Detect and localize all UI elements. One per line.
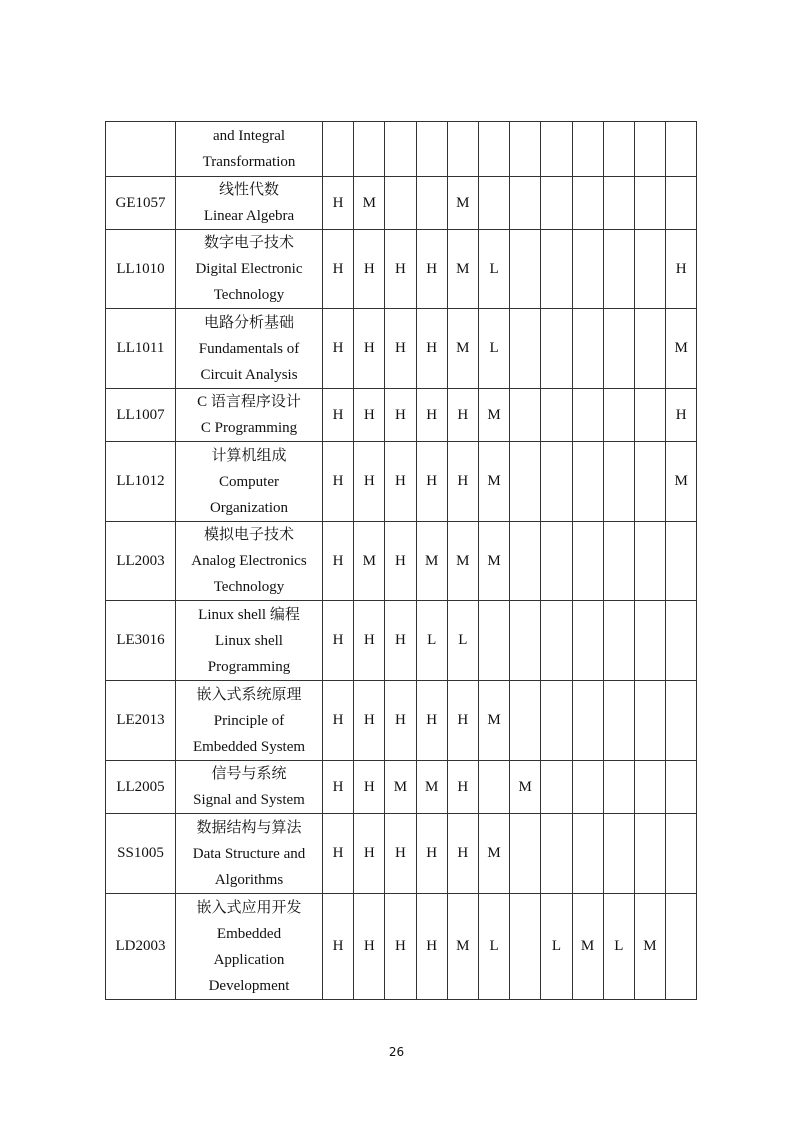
support-level-cell [572, 601, 603, 681]
support-level-cell [385, 177, 416, 230]
support-level-cell [634, 389, 665, 442]
course-name-line: 电路分析基础 [203, 314, 294, 331]
support-level-cell: H [354, 389, 385, 442]
support-level-cell: H [385, 522, 416, 601]
course-name-line: Computer [219, 473, 279, 490]
support-level-cell: H [666, 230, 697, 309]
course-name-line: Programming [207, 658, 291, 675]
support-level-cell [572, 681, 603, 761]
support-level-cell [510, 442, 541, 522]
support-level-cell [603, 177, 634, 230]
course-name-line: Embedded [216, 925, 282, 942]
support-level-cell: M [478, 814, 509, 894]
support-level-cell [666, 522, 697, 601]
support-level-cell [541, 309, 572, 389]
support-level-cell: H [323, 681, 354, 761]
support-level-cell: L [478, 309, 509, 389]
support-level-cell: H [385, 894, 416, 1000]
support-level-cell: H [354, 230, 385, 309]
support-level-cell [666, 177, 697, 230]
course-name-line: Linux shell [215, 632, 283, 649]
support-level-cell: H [447, 389, 478, 442]
support-level-cell [510, 522, 541, 601]
support-level-cell [666, 894, 697, 1000]
support-level-cell [634, 309, 665, 389]
course-name-line: and Integral [212, 128, 286, 144]
support-level-cell [603, 814, 634, 894]
support-level-cell: L [478, 230, 509, 309]
support-level-cell: H [354, 894, 385, 1000]
support-level-cell [666, 122, 697, 177]
support-level-cell [572, 122, 603, 177]
support-level-cell: H [323, 894, 354, 1000]
support-level-cell [510, 601, 541, 681]
support-level-cell [572, 230, 603, 309]
support-level-cell [634, 522, 665, 601]
support-level-cell: H [323, 601, 354, 681]
course-name-line: Embedded System [192, 738, 306, 755]
course-name-line: Digital Electronic [195, 261, 303, 277]
support-level-cell [666, 761, 697, 814]
support-level-cell: M [478, 442, 509, 522]
support-level-cell: H [416, 681, 447, 761]
course-code: LE2013 [106, 681, 176, 761]
support-level-cell [541, 389, 572, 442]
course-name-line: C 语言程序设计 [197, 394, 301, 410]
support-level-cell: L [603, 894, 634, 1000]
support-level-cell [572, 761, 603, 814]
table-row [106, 230, 697, 309]
support-level-cell [634, 814, 665, 894]
support-level-cell: H [354, 814, 385, 894]
course-code: LL1010 [106, 230, 176, 309]
support-level-cell: H [447, 761, 478, 814]
support-level-cell [603, 122, 634, 177]
support-level-cell [541, 601, 572, 681]
support-level-cell: M [416, 522, 447, 601]
support-level-cell [572, 389, 603, 442]
support-level-cell: M [447, 230, 478, 309]
course-name [176, 814, 323, 894]
course-name-line: 计算机组成 [211, 447, 287, 464]
support-level-cell [510, 894, 541, 1000]
course-name-line: Signal and System [193, 792, 305, 808]
support-level-cell: H [323, 522, 354, 601]
course-name-line: Technology [213, 287, 285, 303]
support-level-cell [634, 681, 665, 761]
support-level-cell: H [385, 814, 416, 894]
course-name [176, 389, 323, 442]
course-name [176, 309, 323, 389]
support-level-cell [666, 681, 697, 761]
support-level-cell [572, 522, 603, 601]
support-level-cell: H [323, 442, 354, 522]
support-level-cell [510, 122, 541, 177]
course-name-line: 信号与系统 [211, 766, 287, 782]
support-level-cell [510, 230, 541, 309]
course-code: LL1011 [106, 309, 176, 389]
support-level-cell [634, 122, 665, 177]
support-level-cell: H [354, 681, 385, 761]
support-level-cell [603, 601, 634, 681]
support-level-cell: L [447, 601, 478, 681]
support-level-cell: M [447, 177, 478, 230]
support-level-cell [603, 309, 634, 389]
support-level-cell: L [541, 894, 572, 1000]
course-code: LL2005 [106, 761, 176, 814]
support-level-cell: L [416, 601, 447, 681]
course-name-line: Application [213, 951, 285, 968]
support-level-cell: H [447, 681, 478, 761]
table-row [106, 122, 697, 177]
table-row [106, 894, 697, 1000]
support-level-cell [541, 681, 572, 761]
support-level-cell: H [354, 309, 385, 389]
support-level-cell [572, 309, 603, 389]
support-level-cell: H [354, 442, 385, 522]
support-level-cell: M [572, 894, 603, 1000]
support-level-cell [634, 761, 665, 814]
table-row [106, 522, 697, 601]
support-level-cell: M [666, 442, 697, 522]
support-level-cell: H [416, 389, 447, 442]
support-level-cell: M [447, 894, 478, 1000]
support-level-cell [634, 442, 665, 522]
support-level-cell [572, 177, 603, 230]
support-level-cell [541, 522, 572, 601]
page-number: 26 [388, 1045, 405, 1059]
support-level-cell: H [323, 309, 354, 389]
course-name-line: 数据结构与算法 [196, 819, 302, 836]
support-level-cell: H [385, 442, 416, 522]
support-level-cell: M [478, 389, 509, 442]
support-level-cell: H [354, 601, 385, 681]
support-level-cell: H [323, 761, 354, 814]
support-level-cell [510, 681, 541, 761]
course-name [176, 761, 323, 814]
table-row [106, 177, 697, 230]
support-level-cell: H [416, 309, 447, 389]
support-level-cell [478, 122, 509, 177]
support-level-cell: M [510, 761, 541, 814]
support-level-cell [510, 309, 541, 389]
support-level-cell [541, 442, 572, 522]
support-level-cell: M [666, 309, 697, 389]
support-level-cell [541, 761, 572, 814]
support-level-cell [323, 122, 354, 177]
table-row [106, 309, 697, 389]
support-level-cell: H [416, 894, 447, 1000]
course-code: LE3016 [106, 601, 176, 681]
support-level-cell [385, 122, 416, 177]
support-level-cell [541, 814, 572, 894]
support-level-cell [666, 601, 697, 681]
support-level-cell [354, 122, 385, 177]
support-level-cell: M [478, 681, 509, 761]
course-name [176, 681, 323, 761]
support-level-cell: H [385, 309, 416, 389]
table-row [106, 681, 697, 761]
support-level-cell [634, 601, 665, 681]
support-level-cell [634, 177, 665, 230]
support-level-cell [541, 230, 572, 309]
table-row [106, 761, 697, 814]
support-level-cell [603, 389, 634, 442]
support-level-cell: H [447, 442, 478, 522]
course-name-line: Algorithms [214, 871, 284, 888]
course-name-line: 嵌入式应用开发 [196, 899, 302, 916]
course-name [176, 522, 323, 601]
support-level-cell [634, 230, 665, 309]
support-level-cell [510, 177, 541, 230]
course-name-line: 线性代数 [218, 182, 279, 198]
support-level-cell [416, 177, 447, 230]
support-level-cell [478, 601, 509, 681]
support-level-cell: H [385, 389, 416, 442]
support-level-cell [510, 814, 541, 894]
support-level-cell [416, 122, 447, 177]
support-level-cell: H [323, 814, 354, 894]
course-name-line: Analog Electronics [191, 553, 307, 569]
support-level-cell [541, 122, 572, 177]
support-level-cell: H [323, 230, 354, 309]
support-level-cell: M [447, 309, 478, 389]
support-level-cell [572, 814, 603, 894]
course-name-line: Fundamentals of [198, 340, 300, 357]
course-code: LL2003 [106, 522, 176, 601]
course-name-line: Development [208, 977, 290, 994]
course-code: LL1012 [106, 442, 176, 522]
support-level-cell: M [634, 894, 665, 1000]
course-code: LL1007 [106, 389, 176, 442]
support-level-cell: L [478, 894, 509, 1000]
support-level-cell: M [385, 761, 416, 814]
course-name [176, 442, 323, 522]
support-level-cell [478, 177, 509, 230]
support-level-cell [447, 122, 478, 177]
table-row [106, 442, 697, 522]
course-name [176, 894, 323, 1000]
course-name-line: Linear Algebra [203, 208, 295, 224]
support-level-cell [478, 761, 509, 814]
support-level-cell [603, 230, 634, 309]
course-name-line: 数字电子技术 [203, 235, 294, 251]
course-matrix-table [105, 121, 697, 1000]
support-level-cell: M [354, 177, 385, 230]
course-name-line: Linux shell 编程 [198, 606, 300, 623]
support-level-cell: H [323, 177, 354, 230]
course-name [176, 122, 323, 177]
support-level-cell: H [385, 230, 416, 309]
support-level-cell: H [323, 389, 354, 442]
course-code [106, 122, 176, 177]
support-level-cell: H [416, 230, 447, 309]
support-level-cell: H [666, 389, 697, 442]
course-name-line: Transformation [202, 154, 296, 170]
course-code: GE1057 [106, 177, 176, 230]
support-level-cell [510, 389, 541, 442]
support-level-cell [603, 761, 634, 814]
support-level-cell: H [385, 681, 416, 761]
support-level-cell: H [447, 814, 478, 894]
support-level-cell: H [416, 814, 447, 894]
course-name-line: Principle of [213, 712, 285, 729]
support-level-cell: M [416, 761, 447, 814]
support-level-cell [541, 177, 572, 230]
course-name-line: C Programming [200, 420, 298, 436]
course-name-line: 模拟电子技术 [203, 527, 294, 543]
course-name-line: Organization [209, 499, 289, 516]
course-name [176, 601, 323, 681]
course-name-line: Circuit Analysis [200, 366, 298, 383]
table-row [106, 389, 697, 442]
support-level-cell [603, 522, 634, 601]
support-level-cell: M [354, 522, 385, 601]
course-name-line: 嵌入式系统原理 [196, 686, 302, 703]
support-level-cell: H [385, 601, 416, 681]
support-level-cell: M [478, 522, 509, 601]
support-level-cell [603, 681, 634, 761]
course-code: LD2003 [106, 894, 176, 1000]
table-row [106, 814, 697, 894]
support-level-cell [666, 814, 697, 894]
support-level-cell: M [447, 522, 478, 601]
table-row [106, 601, 697, 681]
support-level-cell: H [354, 761, 385, 814]
support-level-cell: H [416, 442, 447, 522]
course-name [176, 177, 323, 230]
course-name [176, 230, 323, 309]
course-name-line: Technology [213, 579, 285, 595]
course-name-line: Data Structure and [192, 845, 306, 862]
support-level-cell [603, 442, 634, 522]
support-level-cell [572, 442, 603, 522]
course-code: SS1005 [106, 814, 176, 894]
